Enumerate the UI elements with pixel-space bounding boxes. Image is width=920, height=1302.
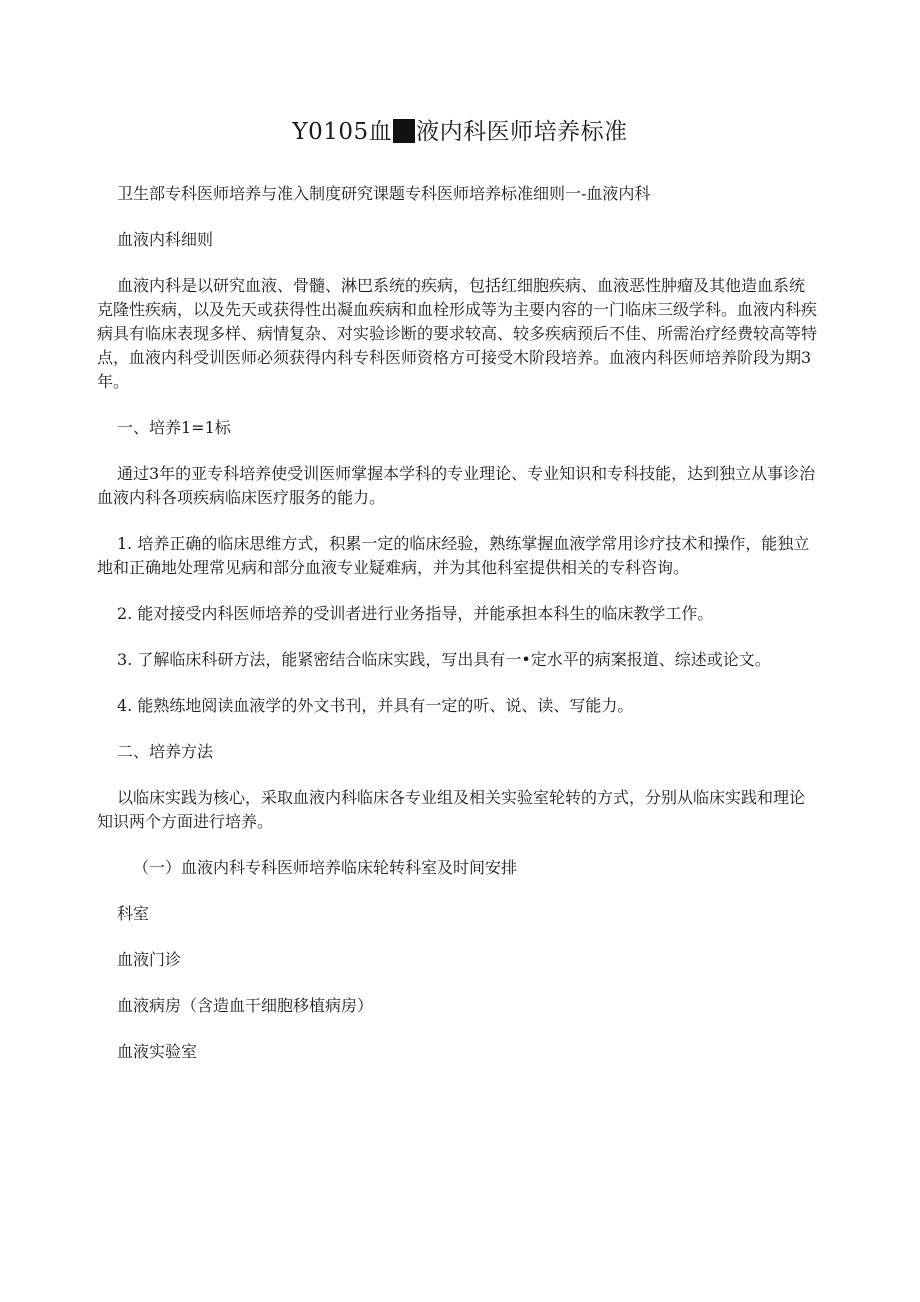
body-paragraph: 以临床实践为核心，采取血液内科临床各专业组及相关实验室轮转的方式，分别从临床实践和理论知识两个方面进行培养。 — [97, 788, 806, 831]
list-item: 2. 能对接受内科医师培养的受训者进行业务指导，并能承担本科生的临床教学工作。 — [117, 604, 714, 623]
title-suffix: 液内科医师培养标准 — [416, 119, 628, 145]
table-cell: 血液病房（含造血干细胞移植病房） — [117, 996, 374, 1015]
section-heading: 二、培养方法 — [117, 742, 214, 761]
list-item: 3. 了解临床科研方法，能紧密结合临床实践，写出具有一•定水平的病案报道、综述或论文。 — [117, 650, 771, 669]
table-cell: 血液门诊 — [117, 950, 182, 969]
document-body — [97, 182, 819, 1086]
intro-paragraph: 血液内科是以研究血液、骨髓、淋巴系统的疾病，包括红细胞疾病、血液恶性肿瘤及其他造血系统克隆性疾病，以及先天或获得性出凝血疾病和血栓形成等为主要内容的一门临床三级学科。血液内科疾病具有临床表现多样、病情复杂、对实验诊断的要求较高、较多疾病预后不佳、所需治疗经费较高等特点，血液内科受训医师必须获得内科专科医师资格方可接受木阶段培养。血液内科医师培养阶段为期3年。 — [97, 276, 818, 391]
subsection-heading: （一）血液内科专科医师培养临床轮转科室及时间安排 — [133, 858, 518, 877]
section-heading: 一、培养1=1标 — [117, 418, 231, 437]
document-title — [0, 112, 920, 152]
title-prefix: Y0105血 — [292, 119, 393, 145]
table-cell: 血液实验室 — [117, 1042, 198, 1061]
body-paragraph: 通过3年的亚专科培养使受训医师掌握本学科的专业理论、专业知识和专科技能，达到独立从事诊治血液内科各项疾病临床医疗服务的能力。 — [97, 464, 816, 507]
redaction-mark — [393, 119, 415, 143]
list-item: 1. 培养正确的临床思维方式，积累一定的临床经验，熟练掌握血液学常用诊疗技术和操作，能独立地和正确地处理常见病和部分血液专业疑难病，并为其他科室提供相关的专科咨询。 — [97, 534, 810, 577]
subtitle-line: 卫生部专科医师培养与准入制度研究课题专科医师培养标准细则一-血液内科 — [117, 184, 651, 203]
section-heading: 血液内科细则 — [117, 230, 214, 249]
list-item: 4. 能熟练地阅读血液学的外文书刊，并具有一定的听、说、读、写能力。 — [117, 696, 634, 715]
table-header-cell: 科室 — [117, 904, 150, 923]
